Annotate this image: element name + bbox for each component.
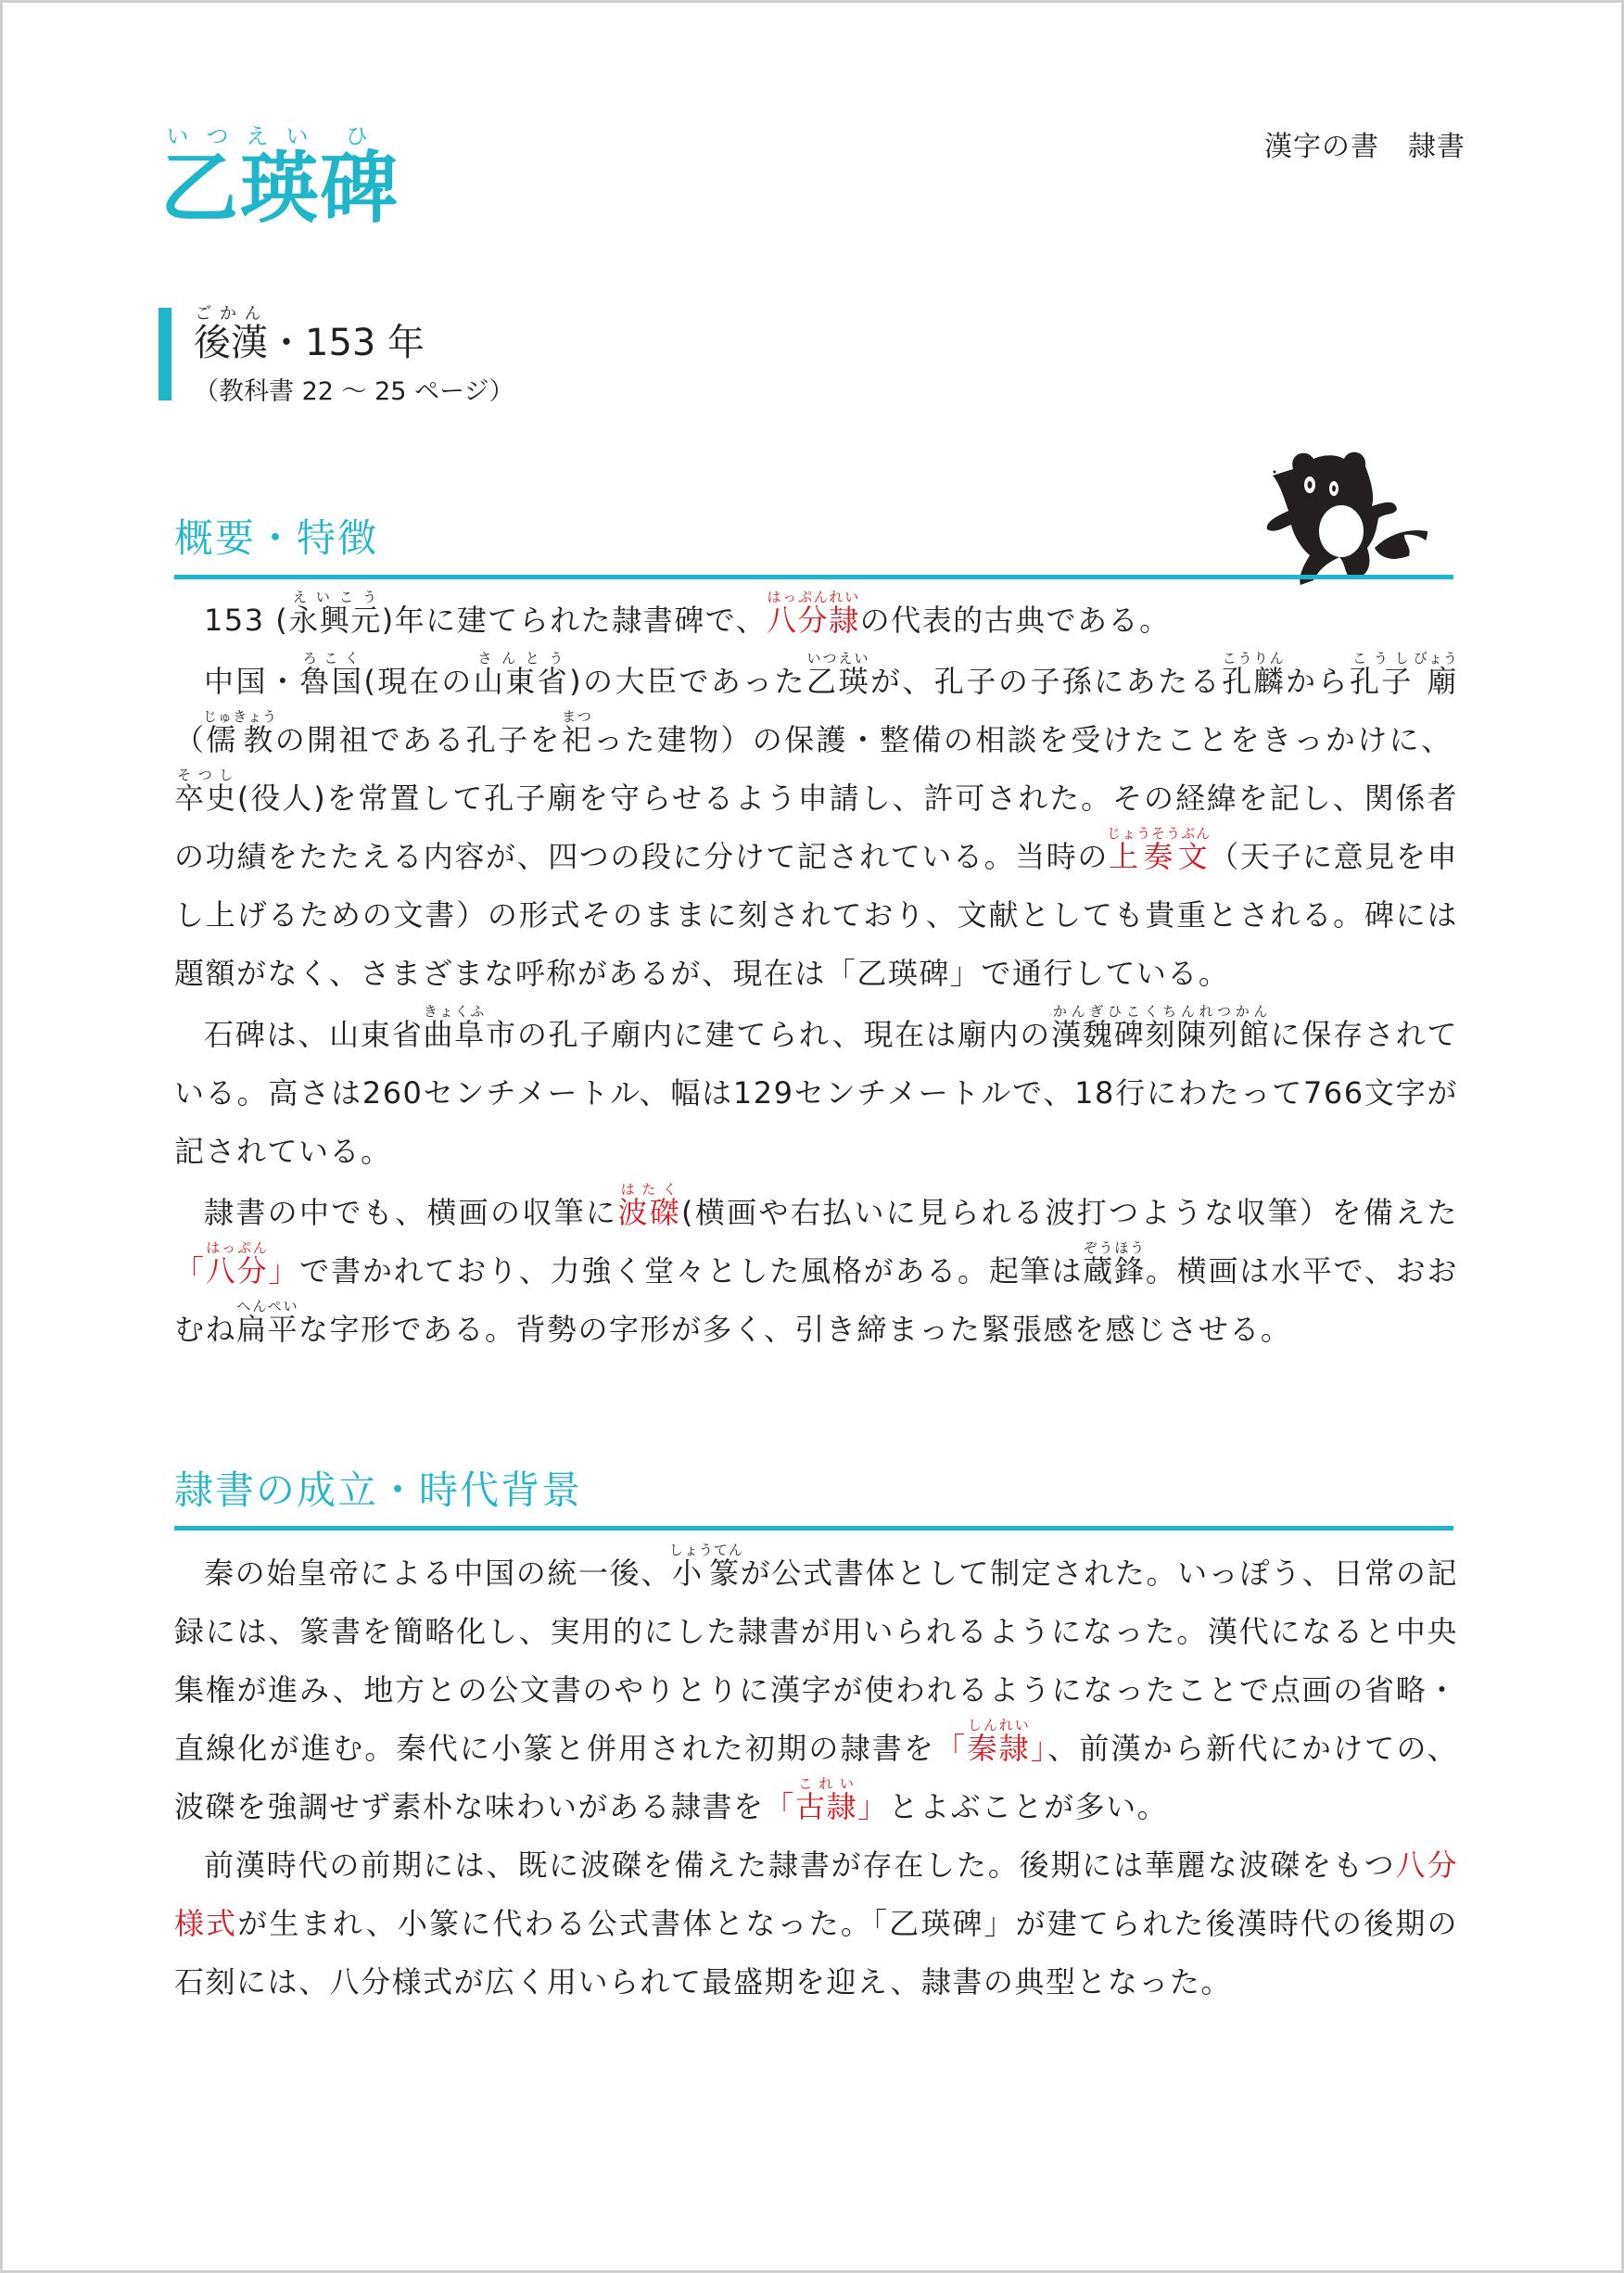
tanuki-mascot-icon <box>1256 446 1432 590</box>
title-char: 碑ひ <box>320 123 400 234</box>
highlight-term: 八分様式 <box>174 1848 1458 1941</box>
highlight-term: 波磔はたく <box>617 1181 681 1230</box>
textbook-reference: （教科書 22 ～ 25 ページ） <box>194 377 514 406</box>
section-heading-background: 隷書の成立・時代背景 <box>174 1467 583 1513</box>
highlight-term: 秦隷しんれい <box>967 1717 1031 1766</box>
page-title <box>160 123 400 234</box>
highlight-term: 上奏文じょうそうぶん <box>1107 825 1212 874</box>
paragraph: 石碑は、山東省曲阜きょくふ市の孔子廟内に建てられ、現在は廟内の漢魏碑刻陳列館かんぎひこくちんれつかんに保存されている。高さは260センチメートル、幅は129センチメートルで、18行にわたって766文字が記されている。 <box>174 1003 1458 1169</box>
title-char: 乙いつ <box>160 123 241 234</box>
paragraph: 秦の始皇帝による中国の統一後、小篆しょうてんが公式書体として制定された。いっぽう、日常の記録には、篆書を簡略化し、実用的にした隷書が用いられるようになった。漢代になると中央集権が進み、地方との公文書のやりとりに漢字が使われるようになったことで点画の省略・直線化が進む。秦代に小篆と併用された初期の隷書を「秦隷しんれい」、前漢から新代にかけての、波磔を強調せず素朴な味わいがある隷書を「古隷これい」とよぶことが多い。 <box>174 1542 1458 1824</box>
accent-bar <box>159 308 171 400</box>
section-rule <box>174 1526 1453 1530</box>
section-heading-overview: 概要・特徴 <box>174 515 379 561</box>
highlight-term: 八分隷はっぷんれい <box>767 589 860 638</box>
title-char: 瑛えい <box>240 123 321 234</box>
paragraph: 中国・魯国ろこく(現在の山東省さんとう)の大臣であった乙瑛いつえいが、孔子の子孫にあたる孔麟こうりんから孔子こうし廟びょう（儒教じゅきょうの開祖である孔子を祀まつった建物）の保護・整備の相談を受けたことをきっかけに、卒史そつし(役人)を常置して孔子廟を守らせるよう申請し、許可された。その経緯を記し、関係者の功績をたたえる内容が、四つの段に分けて記されている。当時の上奏文じょうそうぶん（天子に意見を申し上げるための文書）の形式そのままに刻されており、文献としても貴重とされる。碑には題額がなく、さまざまな呼称があるが、現在は「乙瑛碑」で通行している。 <box>174 650 1458 991</box>
era-title: 後漢ごかん・153 年 <box>194 304 425 364</box>
era-block <box>159 304 514 407</box>
section-body-background <box>174 1542 1458 2012</box>
section-rule <box>174 575 1453 579</box>
paragraph: 隷書の中でも、横画の収筆に波磔はたく(横画や右払いに見られる波打つような収筆）を備えた「八分はっぷん」で書かれており、力強く堂々とした風格がある。起筆は蔵鋒ぞうほう。横画は水平で、おおむね扁平へんぺいな字形である。背勢の字形が多く、引き締まった緊張感を感じさせる。 <box>174 1181 1458 1347</box>
highlight-term: 八分はっぷん <box>205 1239 269 1289</box>
highlight-term: 古隷これい <box>795 1775 858 1824</box>
paragraph: 153 (永興元えいこう)年に建てられた隷書碑で、八分隷はっぷんれいの代表的古典である。 <box>204 589 1171 638</box>
paragraph: 前漢時代の前期には、既に波磔を備えた隷書が存在した。後期には華麗な波磔をもつ八分様式が生まれ、小篆に代わる公式書体となった。「乙瑛碑」が建てられた後漢時代の後期の石刻には、八分様式が広く用いられて最盛期を迎え、隷書の典型となった。 <box>174 1848 1458 2000</box>
header-category: 漢字の書 隷書 <box>1264 131 1465 163</box>
section-body-overview <box>174 589 1458 1359</box>
